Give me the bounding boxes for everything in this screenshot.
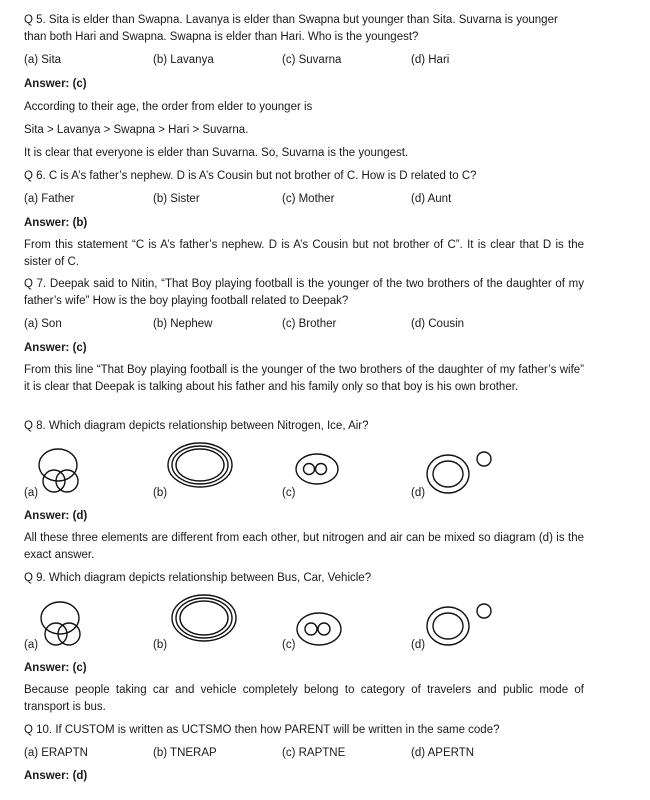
q9-diagram-c-nested-pair-icon	[296, 612, 346, 652]
q6-answer: Answer: (b)	[24, 217, 88, 229]
q10-option-b: (b) TNERAP	[153, 747, 217, 759]
q9-diagram-b-concentric-icon	[170, 593, 240, 645]
q5-answer: Answer: (c)	[24, 78, 87, 90]
q9-diagram-a-venn-icon	[36, 600, 86, 650]
q10-option-d: (d) APERTN	[411, 747, 475, 759]
q6-explanation: From this statement “C is A’s father’s nephew. D is A’s Cousin but not brother of C”. It is clear that D is the sister of C.	[24, 239, 584, 268]
q6-option-a: (a) Father	[24, 193, 75, 205]
q8-diagram-b-concentric-icon	[166, 442, 236, 492]
q8-answer: Answer: (d)	[24, 510, 88, 522]
q7-option-c: (c) Brother	[282, 318, 337, 330]
q10-option-a: (a) ERAPTN	[24, 747, 88, 759]
q9-diagram-label-d: (d)	[411, 639, 426, 651]
q5-option-c: (c) Suvarna	[282, 54, 342, 66]
q10-option-c: (c) RAPTNE	[282, 747, 346, 759]
q9-answer: Answer: (c)	[24, 662, 87, 674]
q6-option-b: (b) Sister	[153, 193, 200, 205]
q5-option-d: (d) Hari	[411, 54, 450, 66]
q6-question: Q 6. C is A’s father’s nephew. D is A’s Cousin but not brother of C. How is D related to C?	[24, 170, 477, 182]
q7-option-a: (a) Son	[24, 318, 62, 330]
q5-explanation-line1: According to their age, the order from elder to younger is	[24, 101, 313, 113]
q9-diagram-label-b: (b)	[153, 639, 168, 651]
q5-question-line1: Q 5. Sita is elder than Swapna. Lavanya is elder than Swapna but younger than Sita. Suvarna is younger	[24, 14, 558, 26]
q5-explanation-line2: Sita > Lavanya > Swapna > Hari > Suvarna.	[24, 124, 249, 136]
q8-diagram-label-d: (d)	[411, 487, 426, 499]
q9-question: Q 9. Which diagram depicts relationship between Bus, Car, Vehicle?	[24, 572, 372, 584]
q8-diagram-c-nested-pair-icon	[294, 452, 344, 492]
q9-diagram-d-separate-icon	[424, 600, 494, 650]
q6-option-d: (d) Aunt	[411, 193, 452, 205]
q8-diagram-label-c: (c)	[282, 487, 296, 499]
q6-option-c: (c) Mother	[282, 193, 335, 205]
q8-explanation: All these three elements are different from each other, but nitrogen and air can be mixed so diagram (d) is the exact answer.	[24, 532, 584, 561]
q8-question: Q 8. Which diagram depicts relationship between Nitrogen, Ice, Air?	[24, 420, 369, 432]
q5-option-b: (b) Lavanya	[153, 54, 214, 66]
q7-option-b: (b) Nephew	[153, 318, 213, 330]
q8-diagram-a-venn-icon	[34, 446, 84, 496]
q9-diagram-label-c: (c)	[282, 639, 296, 651]
q10-answer: Answer: (d)	[24, 770, 88, 782]
q8-diagram-label-b: (b)	[153, 487, 168, 499]
q7-option-d: (d) Cousin	[411, 318, 465, 330]
q5-option-a: (a) Sita	[24, 54, 62, 66]
q10-question: Q 10. If CUSTOM is written as UCTSMO then how PARENT will be written in the same code?	[24, 724, 500, 736]
q5-question-line2: than both Hari and Swapna. Swapna is elder than Hari. Who is the youngest?	[24, 31, 419, 43]
q7-explanation: From this line “That Boy playing football is the younger of the two brothers of the daughter of my father’s wife” it is clear that Deepak is talking about his father and his family only so that boy is his own brother.	[24, 364, 584, 393]
q9-diagram-label-a: (a)	[24, 639, 39, 651]
q7-answer: Answer: (c)	[24, 342, 87, 354]
q7-question: Q 7. Deepak said to Nitin, “That Boy playing football is the younger of the two brothers of the daughter of my father’s wife” How is the boy playing football related to Deepak?	[24, 278, 584, 307]
q8-diagram-label-a: (a)	[24, 487, 39, 499]
q5-explanation-line3: It is clear that everyone is elder than Suvarna. So, Suvarna is the youngest.	[24, 147, 409, 159]
q8-diagram-d-separate-icon	[424, 448, 494, 498]
q9-explanation: Because people taking car and vehicle completely belong to category of travelers and public mode of transport is bus.	[24, 684, 584, 713]
